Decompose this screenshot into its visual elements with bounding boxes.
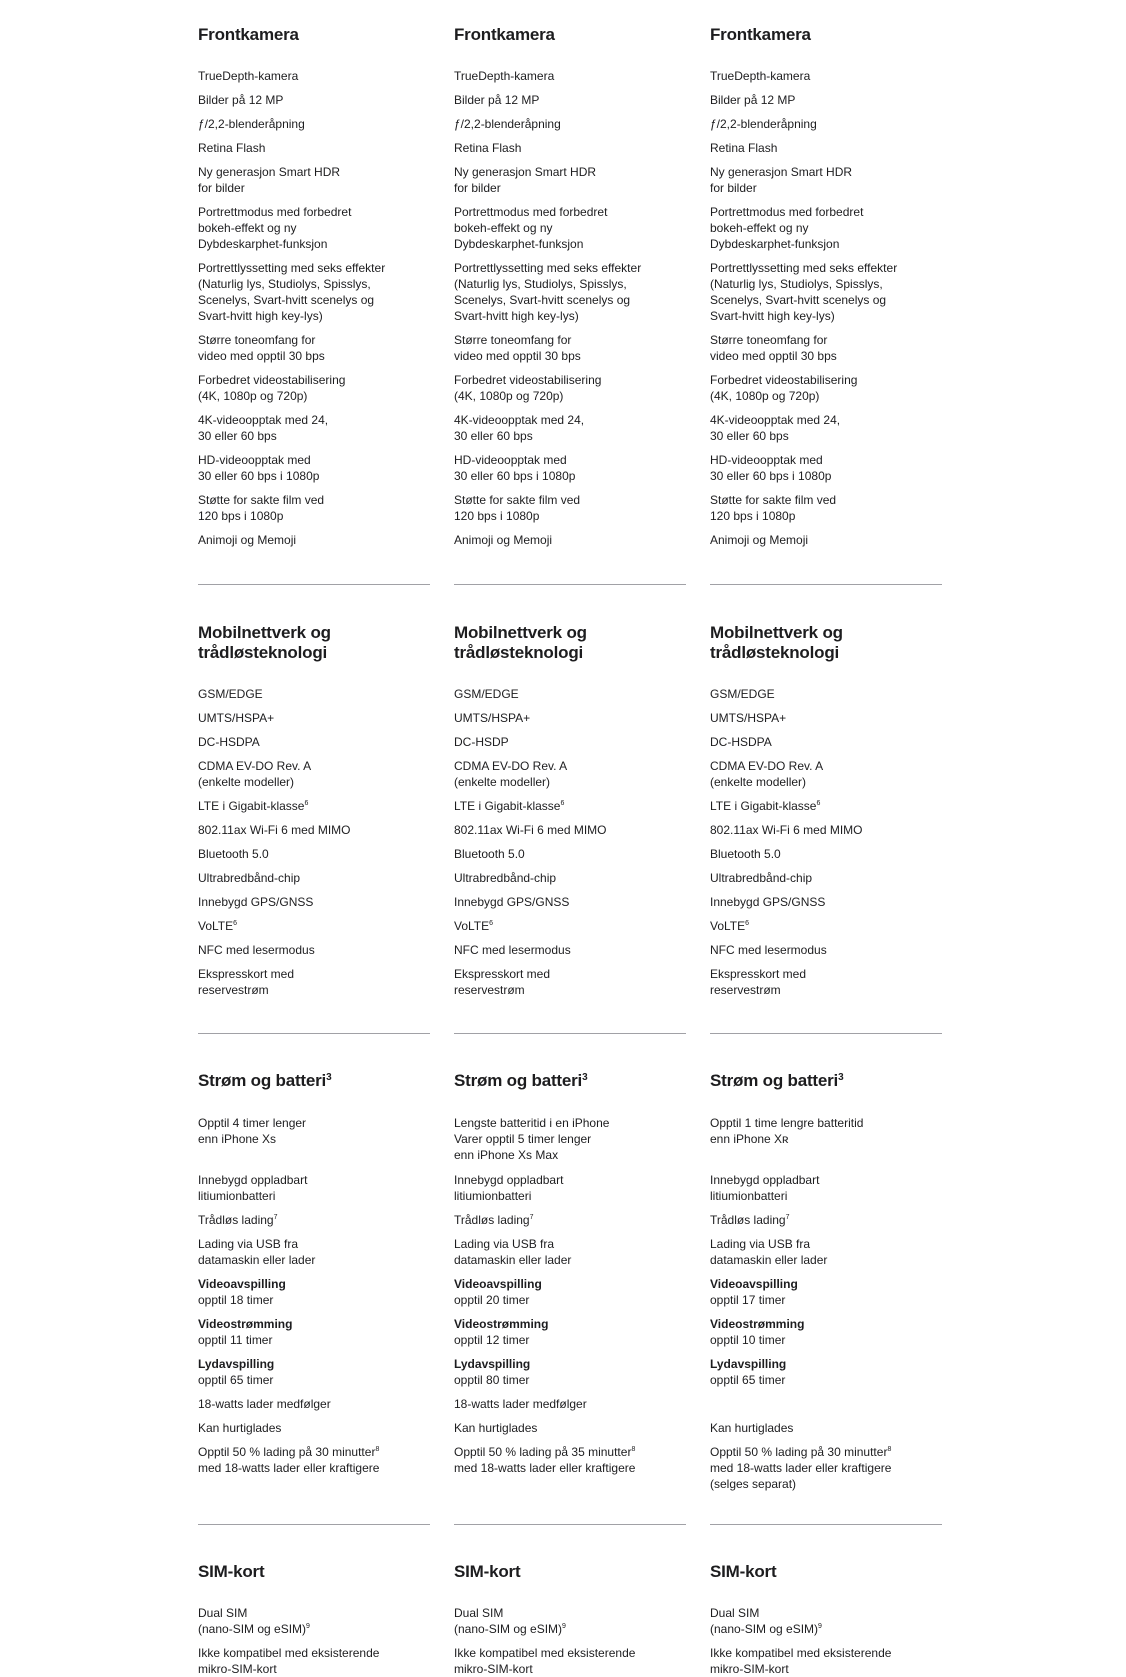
charger-included: 18-watts lader medfølger: [454, 1397, 587, 1411]
footnote-marker: 6: [745, 920, 750, 927]
spec-item: Støtte for sakte film ved 120 bps i 1080p: [710, 493, 837, 523]
section-divider: [454, 584, 686, 585]
cellular-heading-line1: Mobilnettverk og: [198, 623, 331, 642]
spec-item: TrueDepth-kamera: [710, 69, 811, 83]
sim-heading: SIM-kort: [454, 1562, 521, 1581]
spec-item: Innebygd GPS/GNSS: [454, 895, 570, 909]
section-divider: [454, 1524, 686, 1525]
footnote-marker: 8: [375, 1446, 380, 1453]
cellular-heading-line1: Mobilnettverk og: [710, 623, 843, 642]
spec-item-text: VoLTE: [454, 919, 490, 933]
footnote-marker: 6: [233, 920, 238, 927]
spec-item-text: Opptil 50 % lading på 30 minutter: [710, 1445, 888, 1459]
spec-item: Innebygd GPS/GNSS: [710, 895, 826, 909]
spec-item: ƒ/2,2-blenderåpning: [710, 117, 817, 131]
spec-item: Bluetooth 5.0: [710, 847, 781, 861]
spec-item: [198, 1212, 438, 1228]
spec-value: opptil 12 timer: [454, 1333, 530, 1347]
footnote-marker: 6: [816, 800, 821, 807]
spec-item: Portrettlyssetting med seks effekter (Naturlig lys, Studiolys, Spisslys, Scenelys, Svart-hvitt scenelys og Svart-hvitt high key-lys): [710, 261, 898, 323]
spec-item: CDMA EV-DO Rev. A (enkelte modeller): [710, 759, 824, 789]
cellular-heading: [198, 623, 430, 663]
spec-item: UMTS/HSPA+: [198, 711, 275, 725]
spec-item: Bluetooth 5.0: [454, 847, 525, 861]
spec-item: 4K-videoopptak med 24, 30 eller 60 bps: [198, 413, 329, 443]
spec-item: Portrettmodus med forbedret bokeh-effekt og ny Dybdeskarphet-funksjon: [454, 205, 608, 251]
spec-value: opptil 20 timer: [454, 1293, 530, 1307]
spec-item: Kan hurtiglades: [710, 1421, 794, 1435]
spec-item: Portrettlyssetting med seks effekter (Naturlig lys, Studiolys, Spisslys, Scenelys, Svart-hvitt scenelys og Svart-hvitt high key-lys): [454, 261, 642, 323]
battery-intro: Opptil 1 time lengre batteritid enn iPhone Xʀ: [710, 1116, 864, 1146]
spec-item: 4K-videoopptak med 24, 30 eller 60 bps: [454, 413, 585, 443]
spec-item: DC-HSDP: [454, 735, 509, 749]
spec-item: [454, 1212, 694, 1228]
spec-item: [454, 918, 694, 934]
spec-item: [710, 1605, 950, 1637]
footnote-marker: 3: [838, 1072, 844, 1083]
footnote-marker: 7: [529, 1214, 534, 1221]
spec-item-text: med 18-watts lader eller kraftigere (selges separat): [710, 1461, 892, 1491]
spec-label: Videoavspilling: [454, 1277, 542, 1291]
spec-label: Videoavspilling: [710, 1277, 798, 1291]
front-camera-heading: Frontkamera: [454, 25, 555, 44]
spec-item: [198, 918, 438, 934]
video-streaming: [198, 1316, 438, 1348]
spec-item: Ultrabredbånd-chip: [710, 871, 813, 885]
footnote-marker: 6: [304, 800, 309, 807]
spec-label: Videoavspilling: [198, 1277, 286, 1291]
battery-heading-text: Strøm og batteri: [710, 1071, 839, 1090]
cellular-heading: [454, 623, 686, 663]
section-divider: [454, 1033, 686, 1034]
spec-item-text: (nano-SIM og eSIM): [454, 1622, 563, 1636]
spec-item: Forbedret videostabilisering (4K, 1080p og 720p): [198, 373, 346, 403]
section-divider: [710, 1033, 942, 1034]
section-divider: [198, 1524, 430, 1525]
spec-item: [454, 798, 694, 814]
spec-item: Lading via USB fra datamaskin eller lader: [454, 1237, 572, 1267]
sim-heading: SIM-kort: [198, 1562, 265, 1581]
spec-item: HD-videoopptak med 30 eller 60 bps i 1080p: [710, 453, 832, 483]
battery-heading: [710, 1071, 942, 1091]
spec-item: UMTS/HSPA+: [710, 711, 787, 725]
battery-heading: [454, 1071, 686, 1091]
battery-intro: Opptil 4 timer lenger enn iPhone Xs: [198, 1116, 307, 1146]
front-camera-heading: Frontkamera: [710, 25, 811, 44]
spec-item: 4K-videoopptak med 24, 30 eller 60 bps: [710, 413, 841, 443]
video-playback: [710, 1276, 950, 1308]
spec-item: HD-videoopptak med 30 eller 60 bps i 1080p: [454, 453, 576, 483]
footnote-marker: 6: [560, 800, 565, 807]
spec-item: [198, 798, 438, 814]
spec-item: HD-videoopptak med 30 eller 60 bps i 1080p: [198, 453, 320, 483]
spec-item-text: VoLTE: [198, 919, 234, 933]
spec-item: Retina Flash: [198, 141, 266, 155]
spec-value: opptil 65 timer: [198, 1373, 274, 1387]
spec-item: [710, 1212, 950, 1228]
spec-item: Ultrabredbånd-chip: [454, 871, 557, 885]
spec-item-text: Opptil 50 % lading på 35 minutter: [454, 1445, 632, 1459]
spec-item: Innebygd oppladbart litiumionbatteri: [710, 1173, 820, 1203]
battery-heading: [198, 1071, 430, 1091]
section-divider: [198, 1033, 430, 1034]
spec-item-text: med 18-watts lader eller kraftigere: [198, 1461, 380, 1475]
spec-item: [710, 798, 950, 814]
battery-heading-text: Strøm og batteri: [198, 1071, 327, 1090]
spec-item: GSM/EDGE: [710, 687, 775, 701]
fast-charge-detail: [454, 1444, 694, 1476]
spec-item: Støtte for sakte film ved 120 bps i 1080p: [198, 493, 325, 523]
spec-item-text: Trådløs lading: [454, 1213, 530, 1227]
spec-item: Ikke kompatibel med eksisterende mikro-SIM-kort: [710, 1646, 892, 1676]
footnote-marker: 3: [326, 1072, 332, 1083]
spec-item-text: Dual SIM: [454, 1606, 504, 1620]
section-divider: [710, 1524, 942, 1525]
spec-item: GSM/EDGE: [198, 687, 263, 701]
footnote-marker: 9: [818, 1623, 822, 1630]
spec-item: 802.11ax Wi-Fi 6 med MIMO: [454, 823, 607, 837]
cellular-heading-line2: trådløsteknologi: [710, 643, 840, 662]
spec-item: ƒ/2,2-blenderåpning: [454, 117, 561, 131]
section-divider: [198, 584, 430, 585]
video-streaming: [454, 1316, 694, 1348]
sim-heading: SIM-kort: [710, 1562, 777, 1581]
spec-item: NFC med lesermodus: [198, 943, 315, 957]
spec-value: opptil 17 timer: [710, 1293, 786, 1307]
cellular-heading: [710, 623, 942, 663]
spec-item: ƒ/2,2-blenderåpning: [198, 117, 305, 131]
fast-charge-detail: [710, 1444, 950, 1492]
spec-item-text: LTE i Gigabit-klasse: [710, 799, 817, 813]
spec-item: Animoji og Memoji: [454, 533, 553, 547]
cellular-heading-line2: trådløsteknologi: [454, 643, 584, 662]
spec-item: NFC med lesermodus: [454, 943, 571, 957]
spec-item-text: LTE i Gigabit-klasse: [454, 799, 561, 813]
spec-item: Større toneomfang for video med opptil 30 bps: [198, 333, 325, 363]
spec-item-text: (nano-SIM og eSIM): [710, 1622, 819, 1636]
spec-item: [710, 918, 950, 934]
footnote-marker: 9: [306, 1623, 310, 1630]
spec-value: opptil 11 timer: [198, 1333, 273, 1347]
spec-item: TrueDepth-kamera: [198, 69, 299, 83]
spec-item: Portrettlyssetting med seks effekter (Naturlig lys, Studiolys, Spisslys, Scenelys, Svart-hvitt scenelys og Svart-hvitt high key-lys): [198, 261, 386, 323]
spec-item: CDMA EV-DO Rev. A (enkelte modeller): [454, 759, 568, 789]
spec-item-text: LTE i Gigabit-klasse: [198, 799, 305, 813]
cellular-heading-line2: trådløsteknologi: [198, 643, 328, 662]
spec-item-text: (nano-SIM og eSIM): [198, 1622, 307, 1636]
spec-item: 802.11ax Wi-Fi 6 med MIMO: [710, 823, 863, 837]
spec-item: Animoji og Memoji: [710, 533, 809, 547]
spec-item: Animoji og Memoji: [198, 533, 297, 547]
spec-label: Lydavspilling: [710, 1357, 787, 1371]
spec-item: [454, 1605, 694, 1637]
spec-item: Ekspresskort med reservestrøm: [710, 967, 807, 997]
spec-value: opptil 10 timer: [710, 1333, 786, 1347]
cellular-heading-line1: Mobilnettverk og: [454, 623, 587, 642]
spec-label: Videostrømming: [454, 1317, 549, 1331]
spec-item: Retina Flash: [710, 141, 778, 155]
spec-item: Kan hurtiglades: [454, 1421, 538, 1435]
video-playback: [454, 1276, 694, 1308]
spec-item: Forbedret videostabilisering (4K, 1080p og 720p): [454, 373, 602, 403]
footnote-marker: 6: [489, 920, 494, 927]
spec-item: Ikke kompatibel med eksisterende mikro-SIM-kort: [454, 1646, 636, 1676]
spec-label: Videostrømming: [198, 1317, 293, 1331]
spec-item: UMTS/HSPA+: [454, 711, 531, 725]
spec-item: GSM/EDGE: [454, 687, 519, 701]
spec-item: Ultrabredbånd-chip: [198, 871, 301, 885]
audio-playback: [710, 1356, 950, 1388]
spec-item: Ny generasjon Smart HDR for bilder: [198, 165, 341, 195]
spec-item: Støtte for sakte film ved 120 bps i 1080p: [454, 493, 581, 523]
footnote-marker: 8: [631, 1446, 636, 1453]
spec-item: Bilder på 12 MP: [198, 93, 284, 107]
charger-included: 18-watts lader medfølger: [198, 1397, 331, 1411]
spec-item: Større toneomfang for video med opptil 30 bps: [454, 333, 581, 363]
spec-item: Bilder på 12 MP: [454, 93, 540, 107]
spec-item: Retina Flash: [454, 141, 522, 155]
spec-item-text: Dual SIM: [198, 1606, 248, 1620]
spec-item: DC-HSDPA: [710, 735, 772, 749]
spec-label: Lydavspilling: [198, 1357, 275, 1371]
battery-heading-text: Strøm og batteri: [454, 1071, 583, 1090]
spec-item: Innebygd oppladbart litiumionbatteri: [454, 1173, 564, 1203]
spec-item: Innebygd GPS/GNSS: [198, 895, 314, 909]
section-divider: [710, 584, 942, 585]
video-playback: [198, 1276, 438, 1308]
footnote-marker: 7: [785, 1214, 790, 1221]
spec-item: Større toneomfang for video med opptil 30 bps: [710, 333, 837, 363]
audio-playback: [198, 1356, 438, 1388]
spec-item: TrueDepth-kamera: [454, 69, 555, 83]
spec-value: opptil 18 timer: [198, 1293, 274, 1307]
fast-charge-detail: [198, 1444, 438, 1476]
video-streaming: [710, 1316, 950, 1348]
spec-item: CDMA EV-DO Rev. A (enkelte modeller): [198, 759, 312, 789]
spec-item: NFC med lesermodus: [710, 943, 827, 957]
spec-label: Videostrømming: [710, 1317, 805, 1331]
footnote-marker: 8: [887, 1446, 892, 1453]
front-camera-heading: Frontkamera: [198, 25, 299, 44]
footnote-marker: 3: [582, 1072, 588, 1083]
spec-item-text: Dual SIM: [710, 1606, 760, 1620]
spec-item: Lading via USB fra datamaskin eller lader: [198, 1237, 316, 1267]
spec-label: Lydavspilling: [454, 1357, 531, 1371]
spec-value: opptil 80 timer: [454, 1373, 530, 1387]
spec-item: 802.11ax Wi-Fi 6 med MIMO: [198, 823, 351, 837]
spec-item: Ekspresskort med reservestrøm: [198, 967, 295, 997]
spec-item: Forbedret videostabilisering (4K, 1080p og 720p): [710, 373, 858, 403]
spec-item: Innebygd oppladbart litiumionbatteri: [198, 1173, 308, 1203]
spec-item-text: med 18-watts lader eller kraftigere: [454, 1461, 636, 1475]
spec-item-text: VoLTE: [710, 919, 746, 933]
spec-value: opptil 65 timer: [710, 1373, 786, 1387]
spec-item: Ikke kompatibel med eksisterende mikro-SIM-kort: [198, 1646, 380, 1676]
spec-item: Kan hurtiglades: [198, 1421, 282, 1435]
spec-item: Ny generasjon Smart HDR for bilder: [454, 165, 597, 195]
spec-item: [198, 1605, 438, 1637]
spec-item-text: Trådløs lading: [710, 1213, 786, 1227]
spec-item: Bilder på 12 MP: [710, 93, 796, 107]
spec-item-text: Opptil 50 % lading på 30 minutter: [198, 1445, 376, 1459]
spec-item: Portrettmodus med forbedret bokeh-effekt og ny Dybdeskarphet-funksjon: [198, 205, 352, 251]
battery-intro: Lengste batteritid i en iPhone Varer opptil 5 timer lenger enn iPhone Xs Max: [454, 1116, 610, 1162]
footnote-marker: 9: [562, 1623, 566, 1630]
spec-item: Ekspresskort med reservestrøm: [454, 967, 551, 997]
audio-playback: [454, 1356, 694, 1388]
spec-item: Portrettmodus med forbedret bokeh-effekt og ny Dybdeskarphet-funksjon: [710, 205, 864, 251]
spec-item: Ny generasjon Smart HDR for bilder: [710, 165, 853, 195]
spec-item-text: Trådløs lading: [198, 1213, 274, 1227]
footnote-marker: 7: [273, 1214, 278, 1221]
spec-item: Bluetooth 5.0: [198, 847, 269, 861]
spec-item: DC-HSDPA: [198, 735, 260, 749]
spec-item: Lading via USB fra datamaskin eller lader: [710, 1237, 828, 1267]
